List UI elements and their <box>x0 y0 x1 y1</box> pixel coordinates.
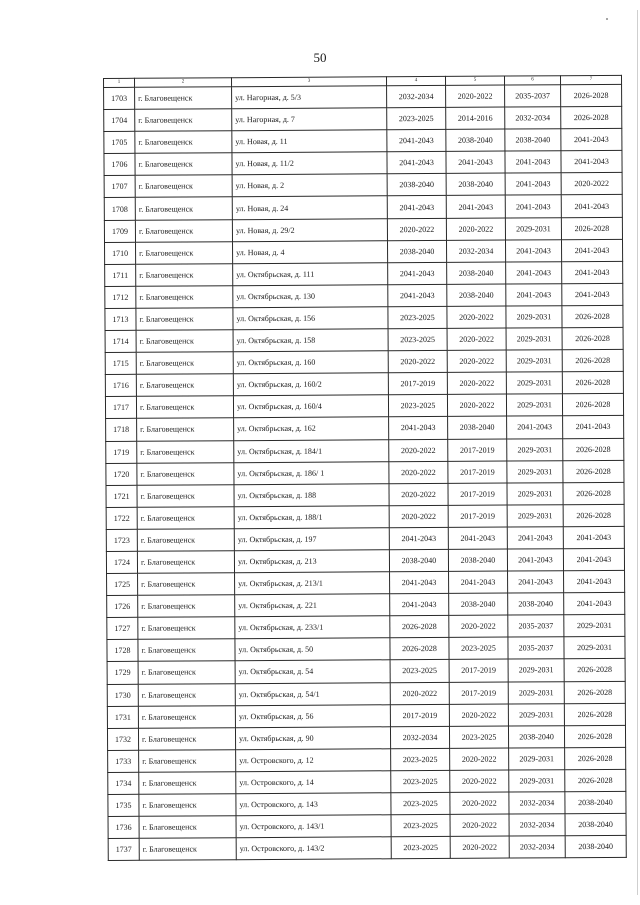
period-col4-cell: 2023-2025 <box>391 837 450 859</box>
address-cell: ул. Островского, д. 143 <box>236 793 391 816</box>
period-col7-cell: 2026-2028 <box>563 460 624 482</box>
period-col7-cell: 2041-2043 <box>563 548 624 570</box>
row-number-cell: 1715 <box>105 352 136 374</box>
address-cell: ул. Новая, д. 4 <box>233 240 388 263</box>
address-cell: ул. Островского, д. 14 <box>236 771 391 794</box>
address-cell: ул. Октябрьская, д. 158 <box>233 329 388 352</box>
period-col5-cell: 2041-2043 <box>446 196 505 218</box>
row-number-cell: 1735 <box>108 794 139 816</box>
table-row <box>105 261 623 286</box>
period-col6-cell: 2041-2043 <box>508 571 564 593</box>
row-number-cell: 1725 <box>107 573 138 595</box>
row-number-cell: 1732 <box>107 728 138 750</box>
address-cell: ул. Нагорная, д. 7 <box>232 108 387 131</box>
table-row <box>104 129 622 154</box>
period-col7-cell: 2026-2028 <box>562 349 623 371</box>
period-col5-cell: 2020-2022 <box>450 748 509 770</box>
period-col6-cell: 2035-2037 <box>505 85 561 107</box>
row-number-cell: 1710 <box>105 242 136 264</box>
period-col5-cell: 2038-2040 <box>448 549 507 571</box>
row-number-cell: 1716 <box>105 375 136 397</box>
period-col4-cell: 2041-2043 <box>388 262 447 284</box>
period-col7-cell: 2020-2022 <box>561 173 622 195</box>
period-col6-cell: 2041-2043 <box>505 195 561 217</box>
period-col7-cell: 2026-2028 <box>564 725 625 747</box>
locality-cell: г. Благовещенск <box>135 197 232 220</box>
address-cell: ул. Октябрьская, д. 156 <box>233 307 388 330</box>
table-row <box>104 173 622 198</box>
locality-cell: г. Благовещенск <box>136 241 233 264</box>
locality-cell: г. Благовещенск <box>136 308 233 331</box>
period-col6-cell: 2041-2043 <box>505 239 561 261</box>
address-cell: ул. Октябрьская, д. 213 <box>234 550 389 573</box>
period-col7-cell: 2038-2040 <box>565 836 626 858</box>
address-cell: ул. Октябрьская, д. 162 <box>234 417 389 440</box>
housing-schedule-table <box>103 75 627 861</box>
column-header: 2 <box>135 78 232 88</box>
period-col6-cell: 2035-2037 <box>508 637 564 659</box>
locality-cell: г. Благовещенск <box>137 462 234 485</box>
table-row <box>107 615 625 640</box>
page-number: 50 <box>313 50 327 65</box>
table-row <box>107 681 625 706</box>
period-col7-cell: 2026-2028 <box>562 305 623 327</box>
period-col4-cell: 2017-2019 <box>388 373 447 395</box>
address-cell: ул. Октябрьская, д. 160/4 <box>233 395 388 418</box>
address-cell: ул. Октябрьская, д. 221 <box>235 594 390 617</box>
address-cell: ул. Новая, д. 11 <box>232 130 387 153</box>
row-number-cell: 1734 <box>108 772 139 794</box>
period-col4-cell: 2023-2025 <box>391 748 450 770</box>
address-cell: ул. Новая, д. 11/2 <box>232 152 387 175</box>
row-number-cell: 1706 <box>104 154 135 176</box>
period-col6-cell: 2029-2031 <box>509 770 565 792</box>
locality-cell: г. Благовещенск <box>135 175 232 198</box>
period-col7-cell: 2038-2040 <box>565 813 626 835</box>
locality-cell: г. Благовещенск <box>135 87 232 110</box>
locality-cell: г. Благовещенск <box>136 330 233 353</box>
period-col4-cell: 2023-2025 <box>388 395 447 417</box>
period-col7-cell: 2026-2028 <box>563 504 624 526</box>
locality-cell: г. Благовещенск <box>139 838 236 861</box>
period-col4-cell: 2026-2028 <box>390 638 449 660</box>
address-cell: ул. Октябрьская, д. 90 <box>235 726 390 749</box>
period-col4-cell: 2023-2025 <box>388 306 447 328</box>
period-col7-cell: 2041-2043 <box>563 416 624 438</box>
column-header: 4 <box>386 76 445 85</box>
period-col4-cell: 2023-2025 <box>387 108 446 130</box>
period-col6-cell: 2041-2043 <box>507 549 563 571</box>
period-col6-cell: 2041-2043 <box>506 261 562 283</box>
column-header: 7 <box>560 75 621 84</box>
period-col6-cell: 2032-2034 <box>505 107 561 129</box>
table-row <box>106 460 624 485</box>
row-number-cell: 1724 <box>106 551 137 573</box>
period-col7-cell: 2041-2043 <box>561 239 622 261</box>
address-cell: ул. Октябрьская, д. 184/1 <box>234 439 389 462</box>
locality-cell: г. Благовещенск <box>136 286 233 309</box>
table-row <box>106 504 624 529</box>
period-col7-cell: 2029-2031 <box>564 637 625 659</box>
period-col5-cell: 2020-2022 <box>446 85 505 107</box>
period-col5-cell: 2020-2022 <box>450 814 509 836</box>
period-col4-cell: 2038-2040 <box>389 549 448 571</box>
period-col7-cell: 2041-2043 <box>564 570 625 592</box>
address-cell: ул. Октябрьская, д. 233/1 <box>235 616 390 639</box>
locality-cell: г. Благовещенск <box>138 727 235 750</box>
period-col4-cell: 2023-2025 <box>391 814 450 836</box>
locality-cell: г. Благовещенск <box>139 794 236 817</box>
address-cell: ул. Новая, д. 2 <box>232 174 387 197</box>
locality-cell: г. Благовещенск <box>137 418 234 441</box>
period-col6-cell: 2041-2043 <box>507 527 563 549</box>
address-cell: ул. Островского, д. 12 <box>236 749 391 772</box>
address-cell: ул. Новая, д. 24 <box>232 196 387 219</box>
period-col4-cell: 2038-2040 <box>387 240 446 262</box>
period-col4-cell: 2041-2043 <box>388 284 447 306</box>
table-row <box>105 349 623 374</box>
row-number-cell: 1704 <box>104 109 135 131</box>
locality-cell: г. Благовещенск <box>139 816 236 839</box>
row-number-cell: 1723 <box>106 529 137 551</box>
row-number-cell: 1707 <box>104 176 135 198</box>
period-col6-cell: 2029-2031 <box>506 394 562 416</box>
period-col7-cell: 2026-2028 <box>561 217 622 239</box>
period-col6-cell: 2029-2031 <box>508 681 564 703</box>
locality-cell: г. Благовещенск <box>136 352 233 375</box>
period-col4-cell: 2041-2043 <box>389 417 448 439</box>
period-col7-cell: 2041-2043 <box>561 129 622 151</box>
period-col5-cell: 2017-2019 <box>448 483 507 505</box>
row-number-cell: 1730 <box>107 684 138 706</box>
period-col5-cell: 2014-2016 <box>446 107 505 129</box>
scan-speck <box>606 18 608 20</box>
period-col7-cell: 2026-2028 <box>564 703 625 725</box>
period-col5-cell: 2020-2022 <box>449 615 508 637</box>
row-number-cell: 1722 <box>106 507 137 529</box>
period-col5-cell: 2020-2022 <box>447 372 506 394</box>
period-col5-cell: 2017-2019 <box>449 659 508 681</box>
address-cell: ул. Октябрьская, д. 213/1 <box>235 572 390 595</box>
table-row <box>105 283 623 308</box>
period-col7-cell: 2026-2028 <box>564 659 625 681</box>
column-header: 5 <box>445 76 504 85</box>
row-number-cell: 1711 <box>105 264 136 286</box>
period-col6-cell: 2032-2034 <box>509 814 565 836</box>
table-row <box>108 747 626 772</box>
period-col4-cell: 2020-2022 <box>388 351 447 373</box>
period-col5-cell: 2020-2022 <box>450 836 509 858</box>
table-row <box>107 703 625 728</box>
period-col4-cell: 2041-2043 <box>389 527 448 549</box>
row-number-cell: 1712 <box>105 286 136 308</box>
locality-cell: г. Благовещенск <box>137 529 234 552</box>
period-col5-cell: 2032-2034 <box>446 240 505 262</box>
row-number-cell: 1728 <box>107 640 138 662</box>
period-col5-cell: 2038-2040 <box>448 416 507 438</box>
period-col5-cell: 2020-2022 <box>447 350 506 372</box>
locality-cell: г. Благовещенск <box>138 617 235 640</box>
period-col6-cell: 2029-2031 <box>506 350 562 372</box>
row-number-cell: 1736 <box>108 816 139 838</box>
period-col6-cell: 2035-2037 <box>508 615 564 637</box>
period-col4-cell: 2020-2022 <box>389 483 448 505</box>
table-row <box>106 548 624 573</box>
period-col6-cell: 2041-2043 <box>506 284 562 306</box>
locality-cell: г. Благовещенск <box>138 683 235 706</box>
table-row <box>104 151 622 176</box>
period-col5-cell: 2041-2043 <box>446 151 505 173</box>
table-row <box>108 769 626 794</box>
row-number-cell: 1713 <box>105 308 136 330</box>
period-col7-cell: 2026-2028 <box>562 394 623 416</box>
row-number-cell: 1726 <box>107 595 138 617</box>
period-col7-cell: 2041-2043 <box>563 526 624 548</box>
address-cell: ул. Островского, д. 143/1 <box>236 815 391 838</box>
table-row <box>106 526 624 551</box>
period-col5-cell: 2020-2022 <box>450 770 509 792</box>
row-number-cell: 1720 <box>106 463 137 485</box>
period-col7-cell: 2026-2028 <box>561 106 622 128</box>
locality-cell: г. Благовещенск <box>137 484 234 507</box>
locality-cell: г. Благовещенск <box>138 705 235 728</box>
row-number-cell: 1714 <box>105 330 136 352</box>
period-col5-cell: 2017-2019 <box>449 682 508 704</box>
period-col4-cell: 2023-2025 <box>391 792 450 814</box>
period-col7-cell: 2041-2043 <box>561 151 622 173</box>
period-col6-cell: 2041-2043 <box>505 151 561 173</box>
address-cell: ул. Октябрьская, д. 160/2 <box>233 373 388 396</box>
period-col4-cell: 2020-2022 <box>390 682 449 704</box>
table-row <box>107 659 625 684</box>
row-number-cell: 1731 <box>107 706 138 728</box>
period-col6-cell: 2029-2031 <box>508 659 564 681</box>
period-col5-cell: 2041-2043 <box>449 571 508 593</box>
period-col5-cell: 2041-2043 <box>448 527 507 549</box>
period-col5-cell: 2020-2022 <box>449 704 508 726</box>
period-col4-cell: 2041-2043 <box>387 196 446 218</box>
row-number-cell: 1737 <box>108 838 139 860</box>
period-col5-cell: 2020-2022 <box>450 792 509 814</box>
row-number-cell: 1717 <box>105 397 136 419</box>
period-col7-cell: 2026-2028 <box>561 84 622 106</box>
column-header: 1 <box>104 78 135 87</box>
period-col6-cell: 2029-2031 <box>506 372 562 394</box>
address-cell: ул. Октябрьская, д. 197 <box>234 528 389 551</box>
period-col4-cell: 2041-2043 <box>390 594 449 616</box>
period-col4-cell: 2023-2025 <box>390 660 449 682</box>
table-row <box>108 836 626 861</box>
row-number-cell: 1727 <box>107 618 138 640</box>
table-row <box>107 637 625 662</box>
table-row <box>106 438 624 463</box>
period-col6-cell: 2032-2034 <box>509 836 565 858</box>
address-cell: ул. Октябрьская, д. 160 <box>233 351 388 374</box>
period-col6-cell: 2029-2031 <box>505 217 561 239</box>
period-col4-cell: 2041-2043 <box>390 571 449 593</box>
period-col5-cell: 2038-2040 <box>446 129 505 151</box>
table-row <box>106 416 624 441</box>
address-cell: ул. Октябрьская, д. 54/1 <box>235 682 390 705</box>
period-col6-cell: 2029-2031 <box>507 504 563 526</box>
address-cell: ул. Островского, д. 143/2 <box>236 837 391 860</box>
locality-cell: г. Благовещенск <box>138 661 235 684</box>
period-col5-cell: 2038-2040 <box>446 173 505 195</box>
column-header: 6 <box>504 76 560 85</box>
address-cell: ул. Октябрьская, д. 50 <box>235 638 390 661</box>
period-col4-cell: 2041-2043 <box>387 130 446 152</box>
table-row <box>104 106 622 131</box>
period-col4-cell: 2020-2022 <box>389 505 448 527</box>
period-col6-cell: 2029-2031 <box>508 703 564 725</box>
locality-cell: г. Благовещенск <box>135 219 232 242</box>
period-col5-cell: 2017-2019 <box>448 505 507 527</box>
period-col4-cell: 2020-2022 <box>387 218 446 240</box>
period-col4-cell: 2026-2028 <box>390 616 449 638</box>
table-row <box>107 725 625 750</box>
period-col7-cell: 2026-2028 <box>562 327 623 349</box>
row-number-cell: 1719 <box>106 441 137 463</box>
period-col7-cell: 2026-2028 <box>564 681 625 703</box>
address-cell: ул. Новая, д. 29/2 <box>232 218 387 241</box>
table-row <box>105 327 623 352</box>
locality-cell: г. Благовещенск <box>138 573 235 596</box>
row-number-cell: 1703 <box>104 87 135 109</box>
table-row <box>105 372 623 397</box>
table-row <box>107 570 625 595</box>
table-body <box>104 75 627 860</box>
table-row <box>108 791 626 816</box>
period-col6-cell: 2032-2034 <box>509 792 565 814</box>
period-col7-cell: 2029-2031 <box>564 615 625 637</box>
period-col7-cell: 2038-2040 <box>565 791 626 813</box>
locality-cell: г. Благовещенск <box>135 109 232 132</box>
period-col7-cell: 2041-2043 <box>561 195 622 217</box>
table-row <box>105 394 623 419</box>
address-cell: ул. Октябрьская, д. 56 <box>235 704 390 727</box>
table-row <box>105 305 623 330</box>
period-col5-cell: 2038-2040 <box>447 262 506 284</box>
period-col7-cell: 2026-2028 <box>563 482 624 504</box>
table-row <box>108 813 626 838</box>
period-col4-cell: 2032-2034 <box>387 85 446 107</box>
locality-cell: г. Благовещенск <box>139 750 236 773</box>
row-number-cell: 1709 <box>104 220 135 242</box>
locality-cell: г. Благовещенск <box>136 374 233 397</box>
address-cell: ул. Октябрьская, д. 188 <box>234 483 389 506</box>
period-col6-cell: 2038-2040 <box>505 129 561 151</box>
address-cell: ул. Октябрьская, д. 186/ 1 <box>234 461 389 484</box>
period-col4-cell: 2020-2022 <box>389 439 448 461</box>
period-col6-cell: 2029-2031 <box>507 482 563 504</box>
period-col5-cell: 2023-2025 <box>449 726 508 748</box>
period-col5-cell: 2020-2022 <box>447 306 506 328</box>
locality-cell: г. Благовещенск <box>138 595 235 618</box>
locality-cell: г. Благовещенск <box>136 396 233 419</box>
row-number-cell: 1729 <box>107 662 138 684</box>
period-col6-cell: 2029-2031 <box>507 438 563 460</box>
period-col4-cell: 2038-2040 <box>387 174 446 196</box>
period-col7-cell: 2041-2043 <box>562 283 623 305</box>
locality-cell: г. Благовещенск <box>135 153 232 176</box>
locality-cell: г. Благовещенск <box>137 551 234 574</box>
period-col7-cell: 2041-2043 <box>562 261 623 283</box>
locality-cell: г. Благовещенск <box>138 639 235 662</box>
period-col6-cell: 2041-2043 <box>505 173 561 195</box>
table-row <box>104 217 622 242</box>
period-col5-cell: 2017-2019 <box>448 461 507 483</box>
table-row <box>104 195 622 220</box>
period-col5-cell: 2023-2025 <box>449 637 508 659</box>
period-col6-cell: 2038-2040 <box>508 725 564 747</box>
table-row <box>105 239 623 264</box>
period-col4-cell: 2032-2034 <box>390 726 449 748</box>
locality-cell: г. Благовещенск <box>136 263 233 286</box>
period-col7-cell: 2026-2028 <box>565 747 626 769</box>
period-col7-cell: 2041-2043 <box>564 592 625 614</box>
period-col7-cell: 2026-2028 <box>562 372 623 394</box>
row-number-cell: 1718 <box>106 419 137 441</box>
row-number-cell: 1705 <box>104 131 135 153</box>
period-col4-cell: 2023-2025 <box>388 328 447 350</box>
scan-edge-line <box>637 10 638 895</box>
table-row <box>107 592 625 617</box>
table-row <box>106 482 624 507</box>
period-col7-cell: 2026-2028 <box>565 769 626 791</box>
period-col5-cell: 2017-2019 <box>448 439 507 461</box>
address-cell: ул. Октябрьская, д. 130 <box>233 285 388 308</box>
period-col6-cell: 2029-2031 <box>506 328 562 350</box>
period-col5-cell: 2038-2040 <box>449 593 508 615</box>
period-col4-cell: 2041-2043 <box>387 152 446 174</box>
period-col4-cell: 2017-2019 <box>390 704 449 726</box>
row-number-cell: 1733 <box>108 750 139 772</box>
row-number-cell: 1721 <box>106 485 137 507</box>
period-col5-cell: 2020-2022 <box>447 328 506 350</box>
address-cell: ул. Октябрьская, д. 188/1 <box>234 506 389 529</box>
row-number-cell: 1708 <box>104 198 135 220</box>
period-col4-cell: 2023-2025 <box>391 770 450 792</box>
column-header: 3 <box>232 77 387 87</box>
locality-cell: г. Благовещенск <box>137 440 234 463</box>
address-cell: ул. Октябрьская, д. 111 <box>233 263 388 286</box>
address-cell: ул. Октябрьская, д. 54 <box>235 660 390 683</box>
locality-cell: г. Благовещенск <box>135 131 232 154</box>
period-col5-cell: 2020-2022 <box>446 218 505 240</box>
period-col7-cell: 2026-2028 <box>563 438 624 460</box>
period-col6-cell: 2029-2031 <box>506 306 562 328</box>
locality-cell: г. Благовещенск <box>139 772 236 795</box>
period-col6-cell: 2041-2043 <box>507 416 563 438</box>
address-cell: ул. Нагорная, д. 5/3 <box>232 86 387 109</box>
period-col5-cell: 2038-2040 <box>447 284 506 306</box>
period-col6-cell: 2029-2031 <box>507 460 563 482</box>
period-col5-cell: 2020-2022 <box>447 394 506 416</box>
period-col4-cell: 2020-2022 <box>389 461 448 483</box>
period-col6-cell: 2038-2040 <box>508 593 564 615</box>
table-row <box>104 84 622 109</box>
period-col6-cell: 2029-2031 <box>509 748 565 770</box>
locality-cell: г. Благовещенск <box>137 506 234 529</box>
